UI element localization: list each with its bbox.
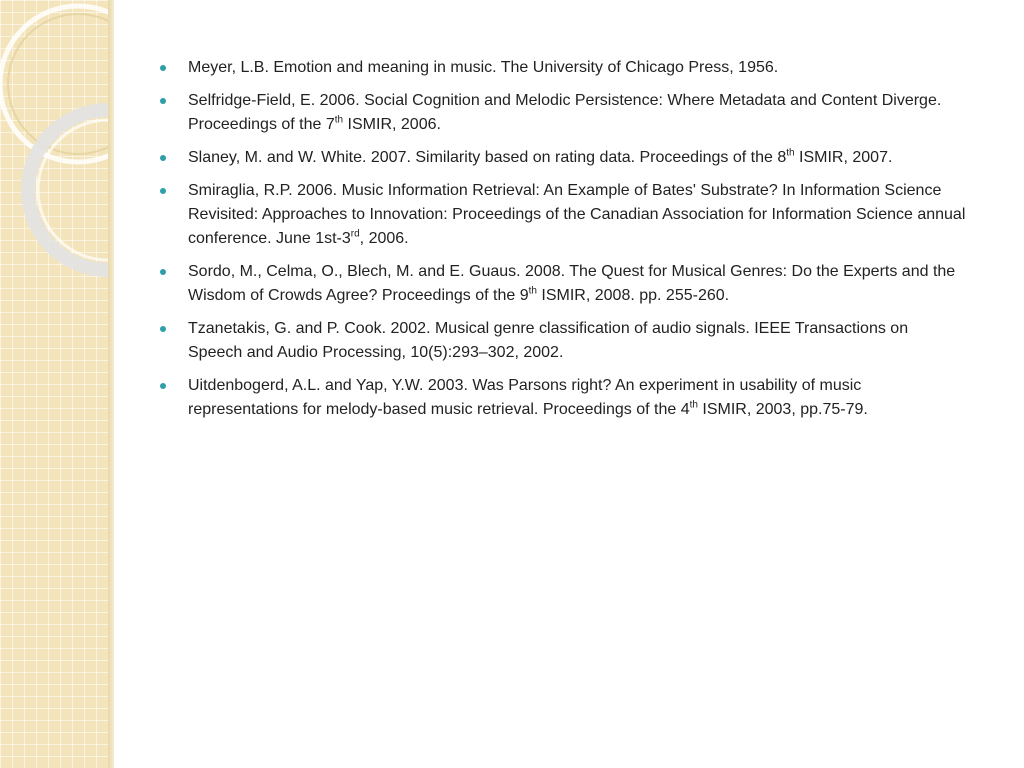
reference-item: Sordo, M., Celma, O., Blech, M. and E. Guaus. 2008. The Quest for Musical Genres: Do the Experts and the Wisdom of Crowds Agree? Proceedings of the 9th ISMIR, 2008. pp. 255-260. — [158, 260, 966, 308]
references-list — [158, 56, 966, 422]
bullet-icon — [160, 98, 166, 104]
bullet-icon — [160, 326, 166, 332]
bullet-icon — [160, 65, 166, 71]
side-panel-edge — [108, 0, 114, 768]
reference-item: Tzanetakis, G. and P. Cook. 2002. Musical genre classification of audio signals. IEEE Transactions on Speech and Audio Processing, 10(5):293–302, 2002. — [158, 317, 966, 365]
reference-item: Meyer, L.B. Emotion and meaning in music. The University of Chicago Press, 1956. — [158, 56, 966, 80]
bullet-icon — [160, 188, 166, 194]
reference-item: Slaney, M. and W. White. 2007. Similarity based on rating data. Proceedings of the 8th ISMIR, 2007. — [158, 146, 966, 170]
decorative-rings-icon — [0, 0, 114, 768]
references-content — [158, 56, 966, 431]
decorative-side-panel — [0, 0, 114, 768]
reference-item: Smiraglia, R.P. 2006. Music Information Retrieval: An Example of Bates' Substrate? In Information Science Revisited: Approaches to Innovation: Proceedings of the Canadian Association for Information Science annual conference. June 1st-3rd, 2006. — [158, 179, 966, 251]
bullet-icon — [160, 269, 166, 275]
bullet-icon — [160, 155, 166, 161]
bullet-icon — [160, 383, 166, 389]
reference-item: Selfridge-Field, E. 2006. Social Cognition and Melodic Persistence: Where Metadata and Content Diverge. Proceedings of the 7th ISMIR, 2006. — [158, 89, 966, 137]
reference-item: Uitdenbogerd, A.L. and Yap, Y.W. 2003. Was Parsons right? An experiment in usability of music representations for melody-based music retrieval. Proceedings of the 4th ISMIR, 2003, pp.75-79. — [158, 374, 966, 422]
